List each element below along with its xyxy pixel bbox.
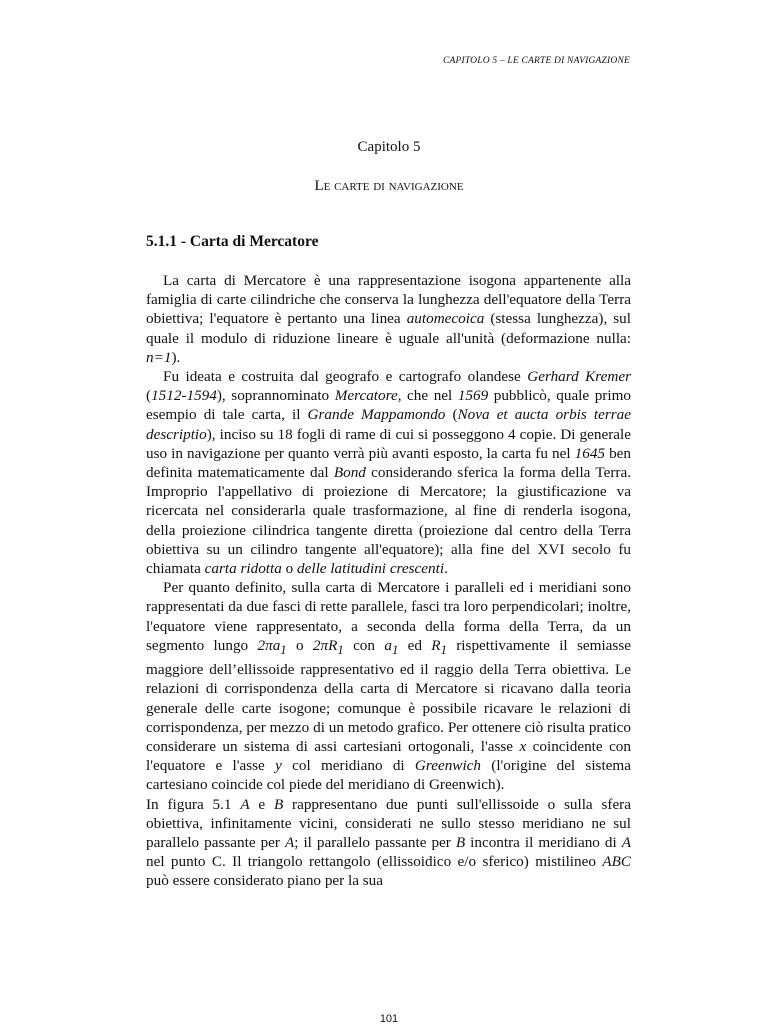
paragraph-3: Per quanto definito, sulla carta di Mercatore i paralleli ed i meridiani sono rappresentati da due fasci di rette parallele, fasci tra loro perpendicolari; inoltre, l'equatore viene rappresentato, a seconda della forma della Terra, da un segmento lungo $2\pi a_1$ o $2\pi R_1$ con $a_1$ ed $R_1$ rispettivamente il semiasse maggiore dell’ellissoide rappresentativo ed il raggio della Terra obiettiva. Le relazioni di corrispondenza della carta di Mercatore si ricavano dalla teoria generale delle carte isogone; comunque è possibile ricavare le relazioni di corrispondenza, per mezzo di un metodo grafico. Per ottenere ciò risulta pratico considerare un sistema di assi cartesiani ortogonali, l'asse x coincidente con l'equatore e l'asse y col meridiano di Greenwich (l'origine del sistema cartesiano coincide col piede del meridiano di Greenwich). [146, 579, 631, 794]
chapter-title: Le carte di navigazione [314, 178, 464, 194]
page-number: 101 [379, 1013, 399, 1025]
paragraph-4: In figura 5.1 A e B rappresentano due punti sull'ellissoide o sulla sfera obiettiva, infinitamente vicini, considerati ne sullo stesso meridiano ne sul parallelo passante per A; il parallelo passante per B incontra il meridiano di A nel punto C. Il triangolo rettangolo (ellissoidico e/o sferico) mistilineo ABC può essere considerato piano per la sua [146, 795, 631, 890]
paragraph-1: La carta di Mercatore è una rappresentazione isogona appartenente alla famiglia di carte cilindriche che conserva la lunghezza dell'equatore della Terra obiettiva; l'equatore è pertanto una linea automecoica (stessa lunghezza), sul quale il modulo di riduzione lineare è uguale all'unità (deformazione nulla: n=1). [146, 272, 631, 366]
section-heading: 5.1.1 - Carta di Mercatore [146, 233, 319, 250]
chapter-number: Capitolo 5 [357, 139, 421, 155]
paragraph-2: Fu ideata e costruita dal geografo e cartografo olandese Gerhard Kremer (1512-1594), soprannominato Mercatore, che nel 1569 pubblicò, quale primo esempio di tale carta, il Grande Mappamondo (Nova et aucta orbis terrae descriptio), inciso su 18 fogli di rame di cui si posseggono 4 copie. Di generale uso in navigazione per quanto verrà più avanti esposto, la carta fu nel 1645 ben definita matematicamente dal Bond considerando sferica la forma della Terra. Improprio l'appellativo di proiezione di Mercatore; la giustificazione va ricercata nel considerarla quale trasformazione, al fine di renderla isogona, della proiezione cilindrica tangente diretta (proiezione dal centro della Terra obiettiva su un cilindro tangente all'equatore); alla fine del XVI secolo fu chiamata carta ridotta o delle latitudini crescenti. [146, 368, 632, 578]
running-header: CAPITOLO 5 – LE CARTE DI NAVIGAZIONE [442, 56, 630, 66]
body-text [146, 271, 631, 891]
